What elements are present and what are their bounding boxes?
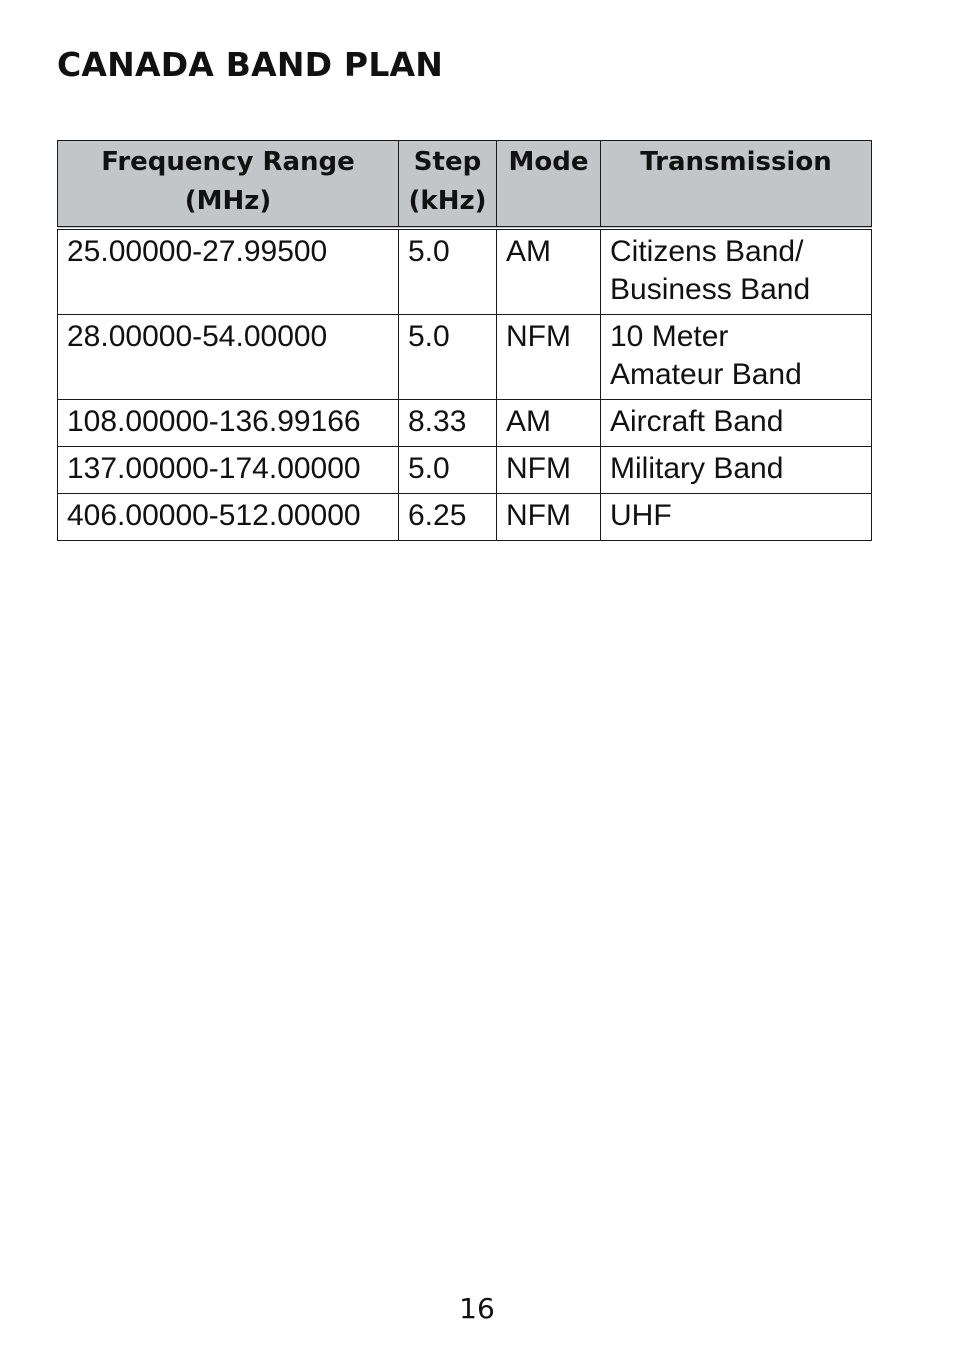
header-frequency-range: Frequency Range (MHz)	[58, 141, 399, 229]
cell-frequency: 406.00000-512.00000	[58, 494, 399, 541]
cell-mode: NFM	[497, 315, 601, 400]
cell-step: 5.0	[399, 315, 497, 400]
table-row	[58, 315, 872, 400]
cell-transmission: 10 Meter Amateur Band	[601, 315, 872, 400]
page-number: 16	[459, 1292, 495, 1325]
cell-mode: AM	[497, 400, 601, 447]
band-plan-table	[57, 140, 872, 541]
cell-transmission: Citizens Band/ Business Band	[601, 228, 872, 315]
header-mode: Mode	[497, 141, 601, 229]
cell-frequency: 108.00000-136.99166	[58, 400, 399, 447]
table-row	[58, 400, 872, 447]
page-title: CANADA BAND PLAN	[57, 45, 444, 84]
table-row	[58, 447, 872, 494]
header-transmission: Transmission	[601, 141, 872, 229]
table-row	[58, 494, 872, 541]
cell-transmission: UHF	[601, 494, 872, 541]
cell-step: 8.33	[399, 400, 497, 447]
header-step: Step (kHz)	[399, 141, 497, 229]
cell-frequency: 137.00000-174.00000	[58, 447, 399, 494]
table-row	[58, 228, 872, 315]
cell-mode: AM	[497, 228, 601, 315]
cell-step: 5.0	[399, 447, 497, 494]
cell-frequency: 28.00000-54.00000	[58, 315, 399, 400]
cell-transmission: Aircraft Band	[601, 400, 872, 447]
cell-step: 6.25	[399, 494, 497, 541]
cell-transmission: Military Band	[601, 447, 872, 494]
cell-frequency: 25.00000-27.99500	[58, 228, 399, 315]
table-header-row	[58, 141, 872, 229]
cell-mode: NFM	[497, 447, 601, 494]
cell-mode: NFM	[497, 494, 601, 541]
cell-step: 5.0	[399, 228, 497, 315]
